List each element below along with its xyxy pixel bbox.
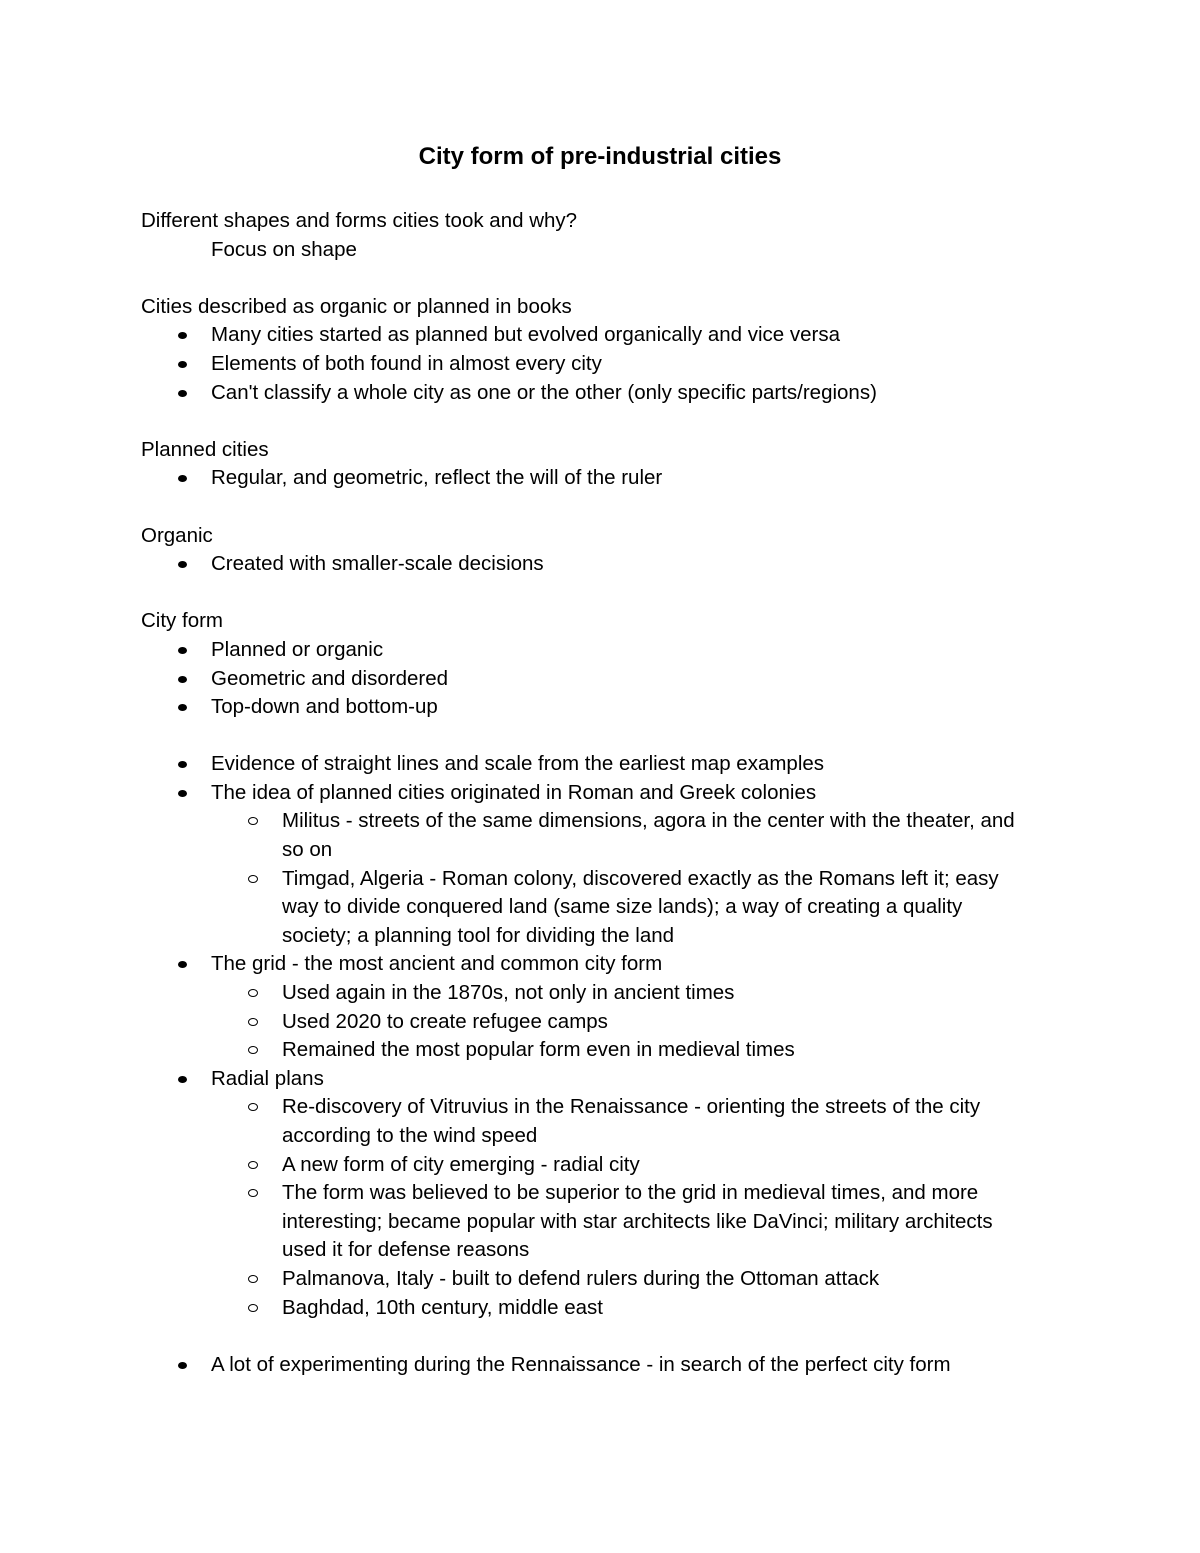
document-body: [141, 207, 1071, 1379]
list-item: The idea of planned cities originated in Roman and Greek colonies: [141, 779, 1071, 808]
circle-bullet-icon: [248, 1275, 258, 1283]
sub-list-item-continued: society; a planning tool for dividing the land: [282, 923, 675, 947]
sub-list-item-continued: used it for defense reasons: [282, 1238, 530, 1262]
bullet-icon: [178, 390, 187, 397]
section-heading: Organic: [141, 523, 213, 547]
sub-list-item-continued: way to divide conquered land (same size lands); a way of creating a quality: [282, 895, 963, 919]
circle-bullet-icon: [248, 1046, 258, 1054]
bullet-icon: [178, 647, 187, 654]
page-title: City form of pre-industrial cities: [418, 143, 782, 170]
list-item: The grid - the most ancient and common city form: [141, 950, 1071, 979]
sub-list-item: Remained the most popular form even in medieval times: [141, 1036, 1071, 1065]
list-item: Can't classify a whole city as one or the other (only specific parts/regions): [141, 379, 1071, 408]
list-item: Elements of both found in almost every city: [141, 350, 1071, 379]
circle-bullet-icon: [248, 1161, 258, 1169]
list-item: Many cities started as planned but evolved organically and vice versa: [141, 321, 1071, 350]
sub-list-item-continued: according to the wind speed: [282, 1124, 538, 1147]
sub-list-item: Baghdad, 10th century, middle east: [141, 1294, 1071, 1323]
intro-question: Different shapes and forms cities took and why?: [141, 209, 578, 232]
bullet-icon: [178, 790, 187, 797]
sub-list-item-continued: interesting; became popular with star architects like DaVinci; military architects: [282, 1209, 993, 1233]
bullet-icon: [178, 961, 187, 968]
bullet-icon: [178, 761, 187, 768]
circle-bullet-icon: [248, 1018, 258, 1026]
list-item: Created with smaller-scale decisions: [141, 550, 1071, 579]
section-heading: City form: [141, 609, 223, 633]
bullet-icon: [178, 332, 187, 339]
bullet-icon: [178, 1362, 187, 1369]
list-item: Planned or organic: [141, 636, 1071, 665]
sub-list-item-continued: so on: [282, 838, 333, 862]
circle-bullet-icon: [248, 1304, 258, 1312]
list-item: Top-down and bottom-up: [141, 693, 1071, 722]
sub-list-item: Timgad, Algeria - Roman colony, discovered exactly as the Romans left it; easy: [141, 865, 1071, 894]
circle-bullet-icon: [248, 817, 258, 825]
bullet-icon: [178, 361, 187, 368]
intro-note: Focus on shape: [211, 237, 357, 261]
list-item: Geometric and disordered: [141, 665, 1071, 694]
bullet-icon: [178, 475, 187, 482]
circle-bullet-icon: [248, 1189, 258, 1197]
sub-list-item: Used 2020 to create refugee camps: [141, 1008, 1071, 1037]
section-heading: Planned cities: [141, 437, 269, 461]
list-item: A lot of experimenting during the Rennaissance - in search of the perfect city form: [141, 1351, 1071, 1380]
bullet-icon: [178, 1076, 187, 1083]
sub-list-item: A new form of city emerging - radial city: [141, 1151, 1071, 1180]
list-item: Regular, and geometric, reflect the will of the ruler: [141, 464, 1071, 493]
section-heading: Cities described as organic or planned in books: [141, 294, 572, 318]
list-item: Radial plans: [141, 1065, 1071, 1094]
sub-list-item: The form was believed to be superior to the grid in medieval times, and more: [141, 1179, 1071, 1208]
sub-list-item: Re-discovery of Vitruvius in the Renaissance - orienting the streets of the city: [141, 1093, 1071, 1122]
circle-bullet-icon: [248, 1103, 258, 1111]
bullet-icon: [178, 704, 187, 711]
sub-list-item: Militus - streets of the same dimensions, agora in the center with the theater, and: [141, 807, 1071, 836]
list-item: Evidence of straight lines and scale from the earliest map examples: [141, 750, 1071, 779]
sub-list-item: Palmanova, Italy - built to defend rulers during the Ottoman attack: [141, 1265, 1071, 1294]
circle-bullet-icon: [248, 875, 258, 883]
sub-list-item: Used again in the 1870s, not only in ancient times: [141, 979, 1071, 1008]
bullet-icon: [178, 676, 187, 683]
bullet-icon: [178, 561, 187, 568]
circle-bullet-icon: [248, 989, 258, 997]
